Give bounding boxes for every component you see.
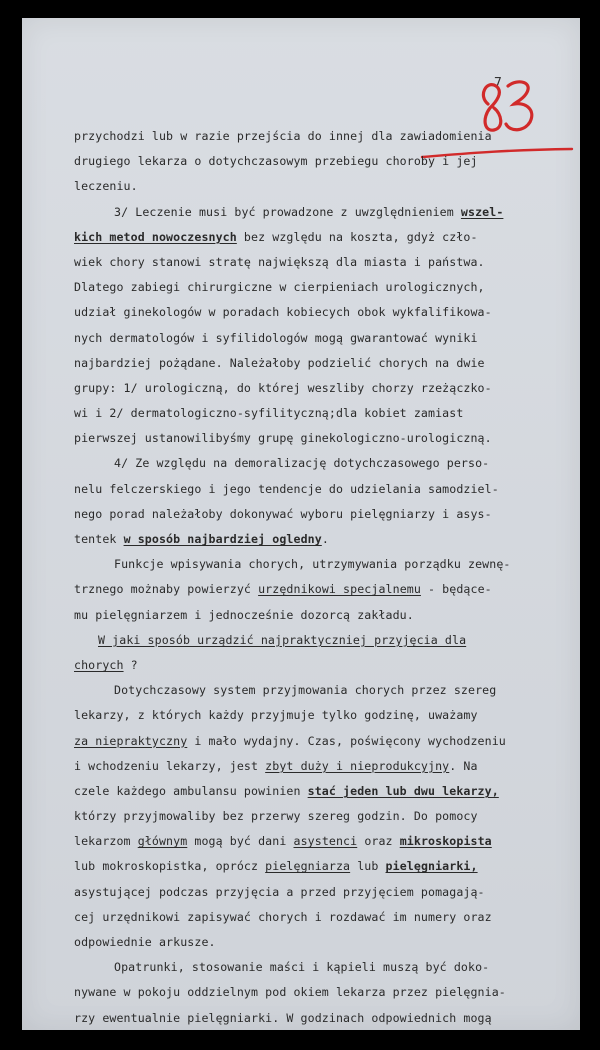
text-run: mu pielęgniarzem i jednocześnie dozorcą zakładu. bbox=[74, 607, 414, 622]
underlined-phrase: pielęgniarza bbox=[265, 859, 351, 874]
text-run: cej urzędnikowi zapisywać chorych i rozdawać im numery oraz bbox=[74, 909, 492, 924]
text-run: Funkcje wpisywania chorych, utrzymywania porządku zewnę- bbox=[114, 557, 511, 572]
text-run: i mało wydajny. Czas, poświęcony wychodzeniu bbox=[187, 733, 506, 748]
text-line bbox=[74, 854, 572, 879]
text-line bbox=[74, 552, 572, 577]
underlined-phrase: W jaki sposób urządzić najpraktyczniej przyjęcia dla bbox=[98, 632, 467, 647]
text-line bbox=[74, 200, 572, 225]
document-body bbox=[74, 124, 572, 1031]
text-line bbox=[74, 149, 572, 174]
text-run: nelu felczerskiego i jego tendencje do udzielania samodziel- bbox=[74, 481, 499, 496]
text-line bbox=[74, 754, 572, 779]
text-line bbox=[74, 250, 572, 275]
text-line bbox=[74, 955, 572, 980]
underlined-phrase: stać jeden lub dwu lekarzy, bbox=[307, 783, 499, 798]
text-run: przychodzi lub w razie przejścia do innej dla zawiadomienia bbox=[74, 129, 492, 143]
text-line bbox=[74, 930, 572, 955]
text-line bbox=[74, 779, 572, 804]
text-line bbox=[74, 678, 572, 703]
underlined-phrase: głównym bbox=[137, 834, 188, 849]
text-run: leczeniu. bbox=[74, 179, 138, 194]
text-line bbox=[74, 829, 572, 854]
typed-page-number: 7 bbox=[494, 76, 502, 91]
text-line bbox=[74, 451, 572, 476]
text-run: 4/ Ze względu na demoralizację dotychczasowego perso- bbox=[114, 456, 490, 471]
text-line bbox=[74, 426, 572, 451]
text-run: bez względu na koszta, gdyż czło- bbox=[236, 229, 478, 244]
text-run: nych dermatologów i syfilidologów mogą gwarantować wyniki bbox=[74, 330, 478, 345]
text-run: 3/ Leczenie musi być prowadzone z uwzględnieniem bbox=[114, 204, 461, 219]
text-run: oraz bbox=[357, 834, 400, 849]
underlined-phrase: w sposób najbardziej ogledny bbox=[123, 532, 322, 546]
text-run: . Na bbox=[449, 758, 478, 773]
text-run: trznego możnaby powierzyć bbox=[74, 582, 259, 597]
text-line bbox=[74, 527, 572, 552]
text-line bbox=[74, 300, 572, 325]
underlined-phrase: mikroskopista bbox=[399, 834, 492, 849]
text-line bbox=[74, 804, 572, 829]
text-run: tentek bbox=[74, 532, 124, 546]
text-line bbox=[74, 477, 572, 502]
text-run: wiek chory stanowi stratę największą dla miasta i państwa. bbox=[74, 254, 485, 269]
text-line bbox=[74, 401, 572, 426]
text-run: nywane w pokoju oddzielnym pod okiem lekarza przez pielęgnia- bbox=[74, 985, 506, 1000]
text-run: czele każdego ambulansu powinien bbox=[74, 783, 308, 798]
underlined-phrase: zbyt duży i nieprodukcyjny bbox=[265, 758, 450, 773]
text-run: wi i 2/ dermatologiczno-syfilityczną;dla kobiet zamiast bbox=[74, 406, 464, 421]
text-run: grupy: 1/ urologiczną, do której weszliby chorzy rzeżączko- bbox=[74, 380, 492, 395]
text-line bbox=[74, 351, 572, 376]
text-run: asystującej podczas przyjęcia a przed przyjęciem pomagają- bbox=[74, 884, 485, 899]
text-line bbox=[74, 980, 572, 1005]
underlined-phrase: kich metod nowoczesnych bbox=[74, 229, 237, 244]
text-line bbox=[74, 729, 572, 754]
underlined-phrase: wszel- bbox=[460, 204, 504, 219]
text-run: udział ginekologów w poradach kobiecych obok wykfalifikowa- bbox=[74, 305, 492, 320]
text-run: Opatrunki, stosowanie maści i kąpieli muszą być doko- bbox=[114, 960, 490, 975]
text-run: Dlatego zabiegi chirurgiczne w cierpieniach urologicznych, bbox=[74, 280, 485, 295]
text-line bbox=[74, 326, 572, 351]
text-run: lub bbox=[350, 859, 386, 874]
text-line bbox=[74, 628, 572, 653]
text-run: odpowiednie arkusze. bbox=[74, 935, 216, 949]
text-line bbox=[74, 905, 572, 930]
text-run: - będące- bbox=[420, 582, 492, 597]
underlined-phrase: chorych bbox=[74, 657, 124, 672]
text-run: którzy przyjmowaliby bez przerwy szereg godzin. Do pomocy bbox=[74, 809, 478, 824]
text-run: lekarzom bbox=[74, 834, 138, 849]
text-line bbox=[74, 124, 572, 149]
text-run: ? bbox=[123, 657, 138, 672]
text-line bbox=[74, 880, 572, 905]
text-line bbox=[74, 703, 572, 728]
text-run: . bbox=[321, 532, 329, 546]
text-line bbox=[74, 577, 572, 602]
text-run: lekarzy, z których każdy przyjmuje tylko godzinę, uważamy bbox=[74, 708, 478, 723]
text-line bbox=[74, 225, 572, 250]
underlined-phrase: asystenci bbox=[293, 834, 358, 849]
underlined-phrase: urzędnikowi specjalnemu bbox=[258, 582, 421, 597]
text-line bbox=[74, 275, 572, 300]
underlined-phrase: za niepraktyczny bbox=[74, 733, 188, 748]
text-line bbox=[74, 603, 572, 628]
text-line bbox=[74, 653, 572, 678]
text-run: lub mokroskopistka, oprócz bbox=[74, 859, 266, 874]
text-run: i wchodzeniu lekarzy, jest bbox=[74, 758, 266, 773]
document-page bbox=[22, 18, 580, 1030]
text-line bbox=[74, 376, 572, 401]
text-line bbox=[74, 502, 572, 527]
text-run: pierwszej ustanowilibyśmy grupę ginekologiczno-urologiczną. bbox=[74, 431, 492, 446]
text-run: nego porad należałoby dokonywać wyboru pielęgniarzy i asys- bbox=[74, 506, 492, 521]
text-line bbox=[74, 174, 572, 199]
text-run: najbardziej pożądane. Należałoby podzielić chorych na dwie bbox=[74, 355, 485, 370]
text-line bbox=[74, 1006, 572, 1031]
text-run: drugiego lekarza o dotychczasowym przebiegu choroby i jej bbox=[74, 154, 478, 169]
underlined-phrase: pielęgniarki, bbox=[385, 859, 478, 874]
text-run: mogą być dani bbox=[187, 834, 294, 849]
text-run: Dotychczasowy system przyjmowania chorych przez szereg bbox=[114, 683, 497, 698]
text-run: rzy ewentualnie pielęgniarki. W godzinach odpowiednich mogą bbox=[74, 1010, 492, 1025]
